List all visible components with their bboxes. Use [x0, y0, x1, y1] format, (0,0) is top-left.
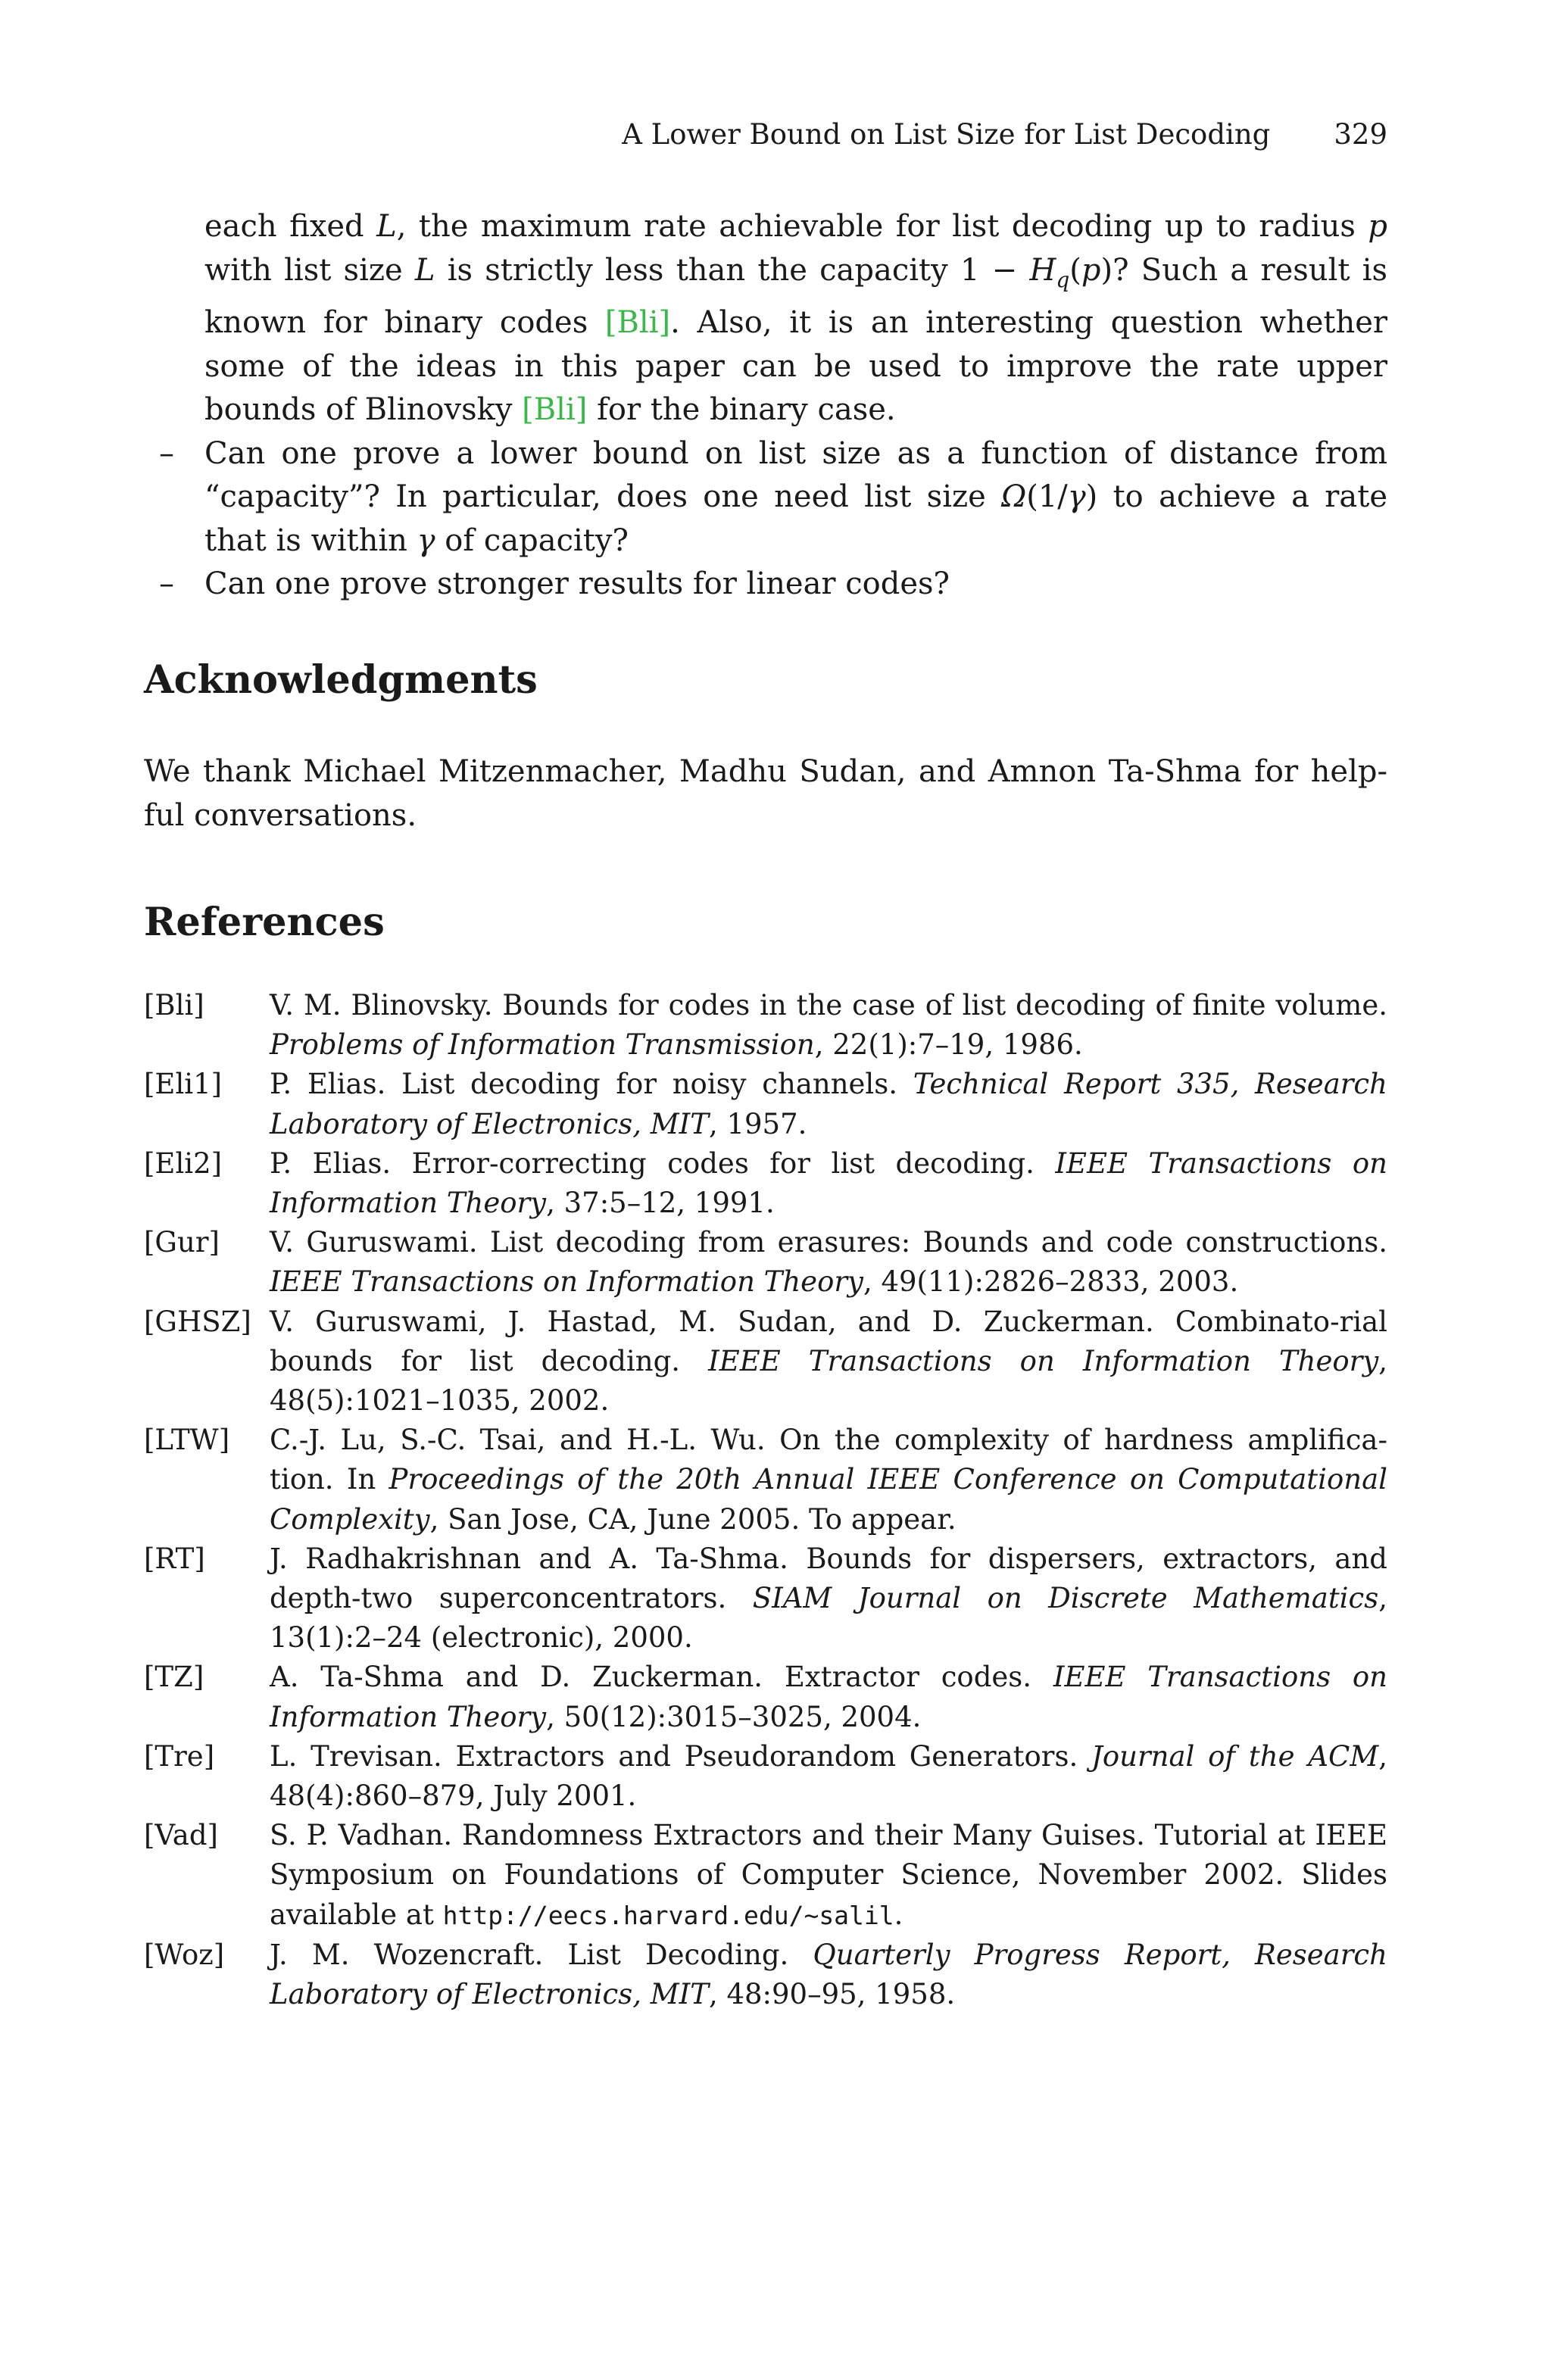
reference-entry: [Gur] V. Guruswami. List decoding from erasures: Bounds and code constructions. IEEE Transactions on Information Theory, 49(11):2826–2833, 2003.	[144, 1223, 1387, 1302]
reference-entry: [LTW] C.-J. Lu, S.-C. Tsai, and H.-L. Wu. On the complexity of hardness amplifica-tion. In Proceedings of the 20th Annual IEEE Conference on Computational Complexity, San Jose, CA, June 2005. To appear.	[144, 1421, 1387, 1539]
open-questions-text	[144, 205, 1387, 607]
reference-venue: IEEE Transactions on Information Theory	[270, 1265, 863, 1299]
reference-venue: Technical Report 335, Research Laboratory of Electronics, MIT	[270, 1068, 1387, 1140]
reference-entry: [Eli1] P. Elias. List decoding for noisy channels. Technical Report 335, Research Laboratory of Electronics, MIT, 1957.	[144, 1065, 1387, 1143]
reference-entry: [TZ] A. Ta-Shma and D. Zuckerman. Extractor codes. IEEE Transactions on Information Theory, 50(12):3015–3025, 2004.	[144, 1658, 1387, 1736]
reference-venue: IEEE Transactions on Information Theory	[270, 1146, 1387, 1220]
reference-list	[144, 986, 1387, 2014]
reference-venue: Quarterly Progress Report, Research Laboratory of Electronics, MIT	[270, 1938, 1387, 2011]
reference-key: [GHSZ]	[144, 1305, 251, 1338]
bullet-item: – Can one prove stronger results for linear codes?	[144, 563, 1387, 607]
running-header	[144, 115, 1387, 154]
reference-key: [Woz]	[144, 1938, 225, 1971]
reference-venue: Journal of the ACM	[1091, 1739, 1379, 1773]
reference-key: [Tre]	[144, 1739, 215, 1773]
reference-key: [Vad]	[144, 1819, 218, 1852]
reference-key: [LTW]	[144, 1424, 230, 1457]
continued-paragraph: each fixed L, the maximum rate achievable for list decoding up to radius p with list size L is strictly less than the capacity $1 - H_q(p)$? Such a result is known for binary codes [Bli]. Also, it is an interesting question whether some of the ideas in this paper can be used to improve the rate upper bounds of Blinovsky [Bli] for the binary case.	[204, 209, 1388, 427]
reference-entry: [RT] J. Radhakrishnan and A. Ta-Shma. Bounds for dispersers, extractors, and depth-two superconcentrators. SIAM Journal on Discrete Mathematics, 13(1):2–24 (electronic), 2000.	[144, 1539, 1387, 1658]
bullet-item: – Can one prove a lower bound on list size as a function of distance from “capacity”? In particular, does one need list size Ω(1/γ) to achieve a rate that is within γ of capacity?	[144, 432, 1387, 563]
bullet-dash: –	[159, 566, 174, 601]
running-title: A Lower Bound on List Size for List Decoding	[622, 118, 1271, 151]
reference-entry: [Vad] S. P. Vadhan. Randomness Extractors and their Many Guises. Tutorial at IEEE Symposium on Foundations of Computer Science, November 2002. Slides available at http://eecs.harvard.edu/~salil.	[144, 1816, 1387, 1936]
reference-entry: [Tre] L. Trevisan. Extractors and Pseudorandom Generators. Journal of the ACM, 48(4):860–879, July 2001.	[144, 1737, 1387, 1816]
references-heading: References	[144, 900, 385, 945]
reference-entry: [Woz] J. M. Wozencraft. List Decoding. Quarterly Progress Report, Research Laboratory of Electronics, MIT, 48:90–95, 1958.	[144, 1936, 1387, 2014]
acknowledgments-text: We thank Michael Mitzenmacher, Madhu Sudan, and Amnon Ta-Shma for help-ful conversations.	[144, 754, 1387, 833]
reference-venue: IEEE Transactions on Information Theory	[270, 1661, 1387, 1733]
reference-venue: SIAM Journal on Discrete Mathematics	[752, 1582, 1379, 1615]
citation-link-bli[interactable]: [Bli]	[604, 305, 671, 340]
reference-key: [Gur]	[144, 1226, 220, 1259]
citation-link-bli[interactable]: [Bli]	[522, 392, 588, 427]
reference-venue: Proceedings of the 20th Annual IEEE Conference on Computational Complexity	[270, 1463, 1387, 1536]
reference-key: [RT]	[144, 1542, 205, 1575]
reference-entry: [Bli] V. M. Blinovsky. Bounds for codes in the case of list decoding of finite volume. Problems of Information Transmission, 22(1):7–19, 1986.	[144, 986, 1387, 1065]
reference-key: [Bli]	[144, 989, 204, 1022]
bullet-dash: –	[159, 435, 174, 471]
reference-key: [TZ]	[144, 1661, 204, 1694]
reference-entry: [Eli2] P. Elias. Error-correcting codes for list decoding. IEEE Transactions on Information Theory, 37:5–12, 1991.	[144, 1144, 1387, 1223]
reference-key: [Eli2]	[144, 1146, 223, 1180]
reference-venue: IEEE Transactions on Information Theory	[708, 1344, 1379, 1377]
reference-entry: [GHSZ] V. Guruswami, J. Hastad, M. Sudan, and D. Zuckerman. Combinato-rial bounds for list decoding. IEEE Transactions on Information Theory, 48(5):1021–1035, 2002.	[144, 1302, 1387, 1421]
reference-url[interactable]: http://eecs.harvard.edu/~salil	[442, 1900, 894, 1930]
acknowledgments-heading: Acknowledgments	[144, 657, 538, 703]
page-number: 329	[1334, 118, 1387, 151]
reference-venue: Problems of Information Transmission	[270, 1028, 815, 1062]
reference-key: [Eli1]	[144, 1068, 223, 1101]
